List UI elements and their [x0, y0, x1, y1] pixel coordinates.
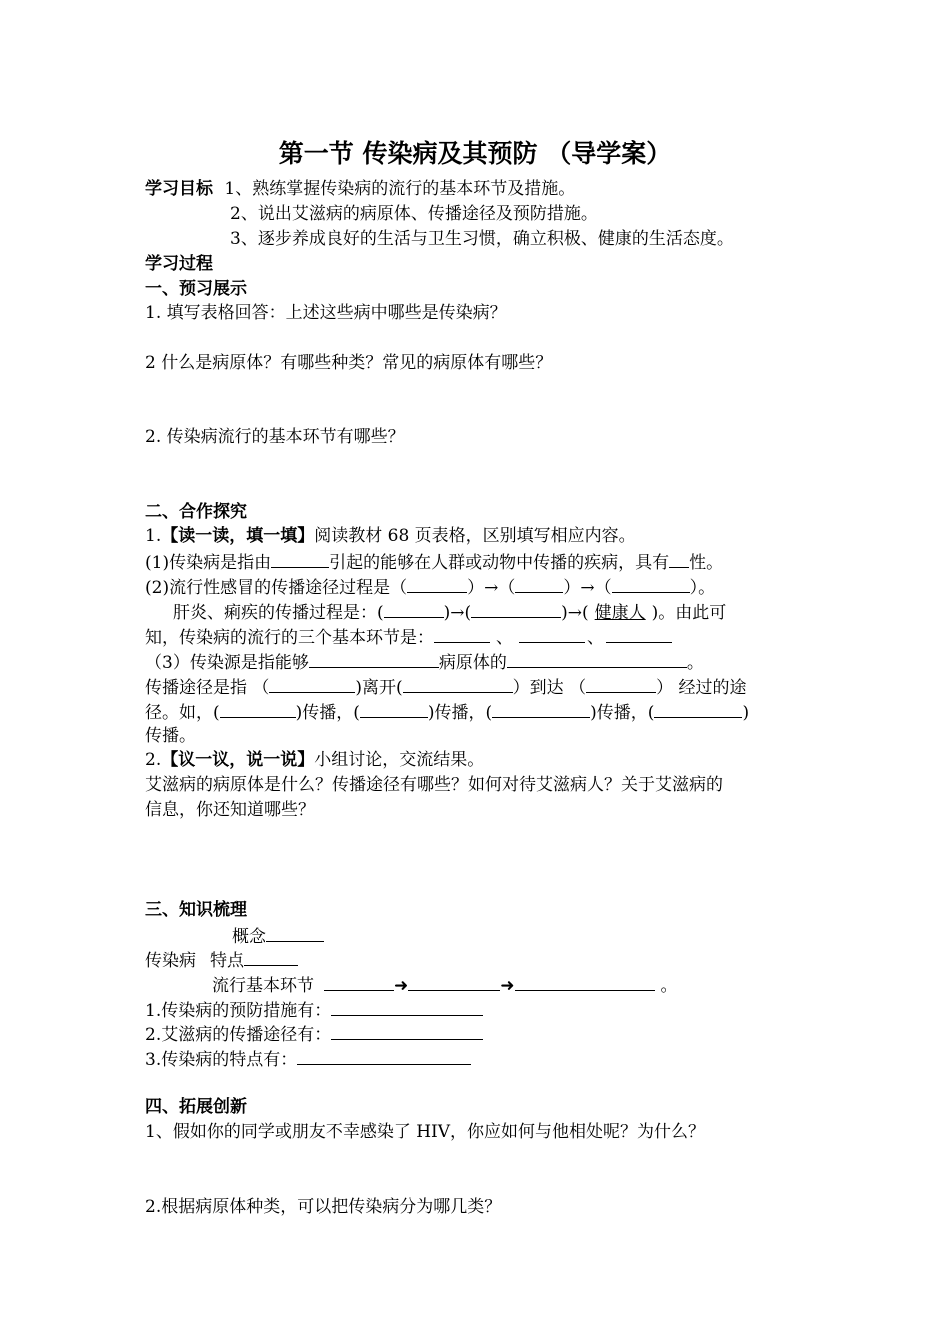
fill-text: 引起的能够在人群或动物中传播的疾病，具有 — [329, 553, 670, 573]
arrow-right-icon: ➜ — [394, 976, 409, 996]
fill-text: ）到达 （ — [512, 678, 587, 698]
fill-blank[interactable] — [408, 973, 500, 991]
fill-text: 、 — [587, 628, 604, 648]
summary-question-1 — [145, 998, 483, 1022]
period: 。 — [660, 976, 678, 996]
discuss-text: 小组讨论，交流结果。 — [314, 750, 485, 770]
fill-text: ) — [742, 703, 750, 723]
section1-heading: 一、预习展示 — [145, 279, 247, 299]
objective-item: 1、熟练掌握传染病的流行的基本环节及措施。 — [224, 179, 576, 199]
disease-label: 传染病 — [145, 951, 196, 971]
read-label: 【读一读，填一填】 — [161, 526, 315, 546]
fill-blank[interactable] — [297, 1047, 471, 1065]
fill-text: )。由此可 — [651, 603, 727, 623]
objective-item: 2、说出艾滋病的病原体、传播途径及预防措施。 — [230, 204, 598, 224]
fill-blank[interactable] — [492, 700, 590, 718]
fill-blank[interactable] — [269, 675, 355, 693]
fill-text: 传播途径是指 （ — [145, 678, 270, 698]
fill-line-7 — [145, 700, 749, 724]
fill-line-3 — [173, 600, 726, 624]
fill-text: 径。如，( — [145, 703, 220, 723]
fill-text: ） 经过的途 — [656, 678, 747, 698]
discuss-label: 【议一议，说一说】 — [161, 750, 315, 770]
summary-text: 1.传染病的预防措施有： — [145, 1001, 332, 1021]
fill-blank[interactable] — [519, 625, 585, 643]
summary-text: 2.艾滋病的传播途径有： — [145, 1025, 332, 1045]
fill-text: 。 — [686, 653, 704, 673]
fill-blank[interactable] — [360, 700, 428, 718]
fill-line-4 — [145, 625, 672, 649]
fill-text: 病原体的 — [438, 653, 507, 673]
fill-blank[interactable] — [331, 998, 483, 1016]
filled-answer: 健康人 — [594, 603, 646, 623]
fill-blank[interactable] — [515, 973, 655, 991]
read-text: 阅读教材 68 页表格，区别填写相应内容。 — [314, 526, 636, 546]
fill-blank[interactable] — [669, 550, 689, 568]
fill-text: (1)传染病是指由 — [145, 553, 272, 573]
fill-text: )传播，( — [427, 703, 493, 723]
fill-line-8: 传播。 — [145, 726, 196, 746]
fill-blank[interactable] — [586, 675, 656, 693]
discuss-question-line-1: 艾滋病的病原体是什么？传播途径有哪些？如何对待艾滋病人？关于艾滋病的 — [145, 775, 723, 795]
fill-text: （3）传染源是指能够 — [145, 653, 309, 673]
fill-line-2 — [145, 575, 715, 599]
fill-text: )→( — [443, 603, 472, 623]
fill-text: )传播，( — [295, 703, 360, 723]
objective-item: 3、逐步养成良好的生活与卫生习惯，确立积极、健康的生活态度。 — [230, 229, 734, 249]
fill-blank[interactable] — [612, 575, 690, 593]
fill-text: ）→（ — [467, 578, 516, 598]
fill-blank[interactable] — [331, 1022, 483, 1040]
discuss-question-line-2: 信息，你还知道哪些？ — [145, 800, 315, 820]
fill-text: (2)流行性感冒的传播途径过程是（ — [145, 578, 408, 598]
fill-text: )离开( — [355, 678, 403, 698]
summary-text: 3.传染病的特点有： — [145, 1050, 298, 1070]
fill-blank[interactable] — [271, 550, 329, 568]
feature-line — [145, 948, 298, 972]
fill-text: ）。 — [689, 578, 716, 598]
fill-line-5 — [145, 650, 704, 674]
section4-heading: 四、拓展创新 — [145, 1097, 247, 1117]
fill-text: 知，传染病的流行的三个基本环节是： — [145, 628, 434, 648]
item-number: 2. — [145, 750, 162, 770]
fill-blank[interactable] — [606, 625, 672, 643]
summary-question-3 — [145, 1047, 471, 1071]
page-title: 第一节 传染病及其预防 （导学案） — [278, 139, 672, 168]
fill-blank[interactable] — [471, 600, 561, 618]
fill-blank[interactable] — [309, 650, 439, 668]
fill-text: 性。 — [689, 553, 724, 573]
fill-text: )→( — [561, 603, 589, 623]
summary-question-2 — [145, 1022, 483, 1046]
fill-text: ）→（ — [563, 578, 612, 598]
read-instruction — [145, 525, 636, 547]
links-line — [212, 973, 678, 997]
concept-label: 概念 — [232, 927, 266, 947]
fill-blank[interactable] — [407, 575, 467, 593]
fill-blank[interactable] — [403, 675, 513, 693]
fill-blank[interactable] — [220, 700, 296, 718]
fill-blank[interactable] — [324, 973, 394, 991]
feature-label: 特点 — [210, 951, 244, 971]
arrow-right-icon: ➜ — [500, 976, 515, 996]
objectives-heading: 学习目标 — [145, 179, 213, 199]
fill-blank[interactable] — [515, 575, 563, 593]
fill-blank[interactable] — [434, 625, 490, 643]
discuss-instruction — [145, 749, 484, 771]
extension-question-2: 2.根据病原体种类，可以把传染病分为哪几类？ — [145, 1197, 502, 1217]
preview-question-1: 1. 填写表格回答：上述这些病中哪些是传染病？ — [145, 303, 507, 323]
fill-line-1 — [145, 550, 723, 574]
fill-blank[interactable] — [244, 948, 298, 966]
fill-blank[interactable] — [266, 924, 324, 942]
fill-blank[interactable] — [654, 700, 742, 718]
process-heading: 学习过程 — [145, 254, 213, 274]
fill-blank[interactable] — [507, 650, 687, 668]
fill-text: 、 — [496, 628, 513, 648]
links-label: 流行基本环节 — [212, 976, 314, 996]
preview-question-2: 2 什么是病原体？有哪些种类？常见的病原体有哪些？ — [145, 353, 553, 373]
item-number: 1. — [145, 526, 162, 546]
fill-line-6 — [145, 675, 746, 699]
section3-heading: 三、知识梳理 — [145, 900, 247, 920]
fill-text: 肝炎、痢疾的传播过程是：( — [173, 603, 384, 623]
fill-text: )传播，( — [590, 703, 655, 723]
fill-blank[interactable] — [384, 600, 444, 618]
extension-question-1: 1、假如你的同学或朋友不幸感染了 HIV，你应如何与他相处呢？为什么？ — [145, 1122, 706, 1142]
preview-question-3: 2. 传染病流行的基本环节有哪些？ — [145, 427, 405, 447]
section2-heading: 二、合作探究 — [145, 502, 247, 522]
objectives-line-1 — [145, 178, 575, 200]
concept-line — [232, 924, 324, 948]
